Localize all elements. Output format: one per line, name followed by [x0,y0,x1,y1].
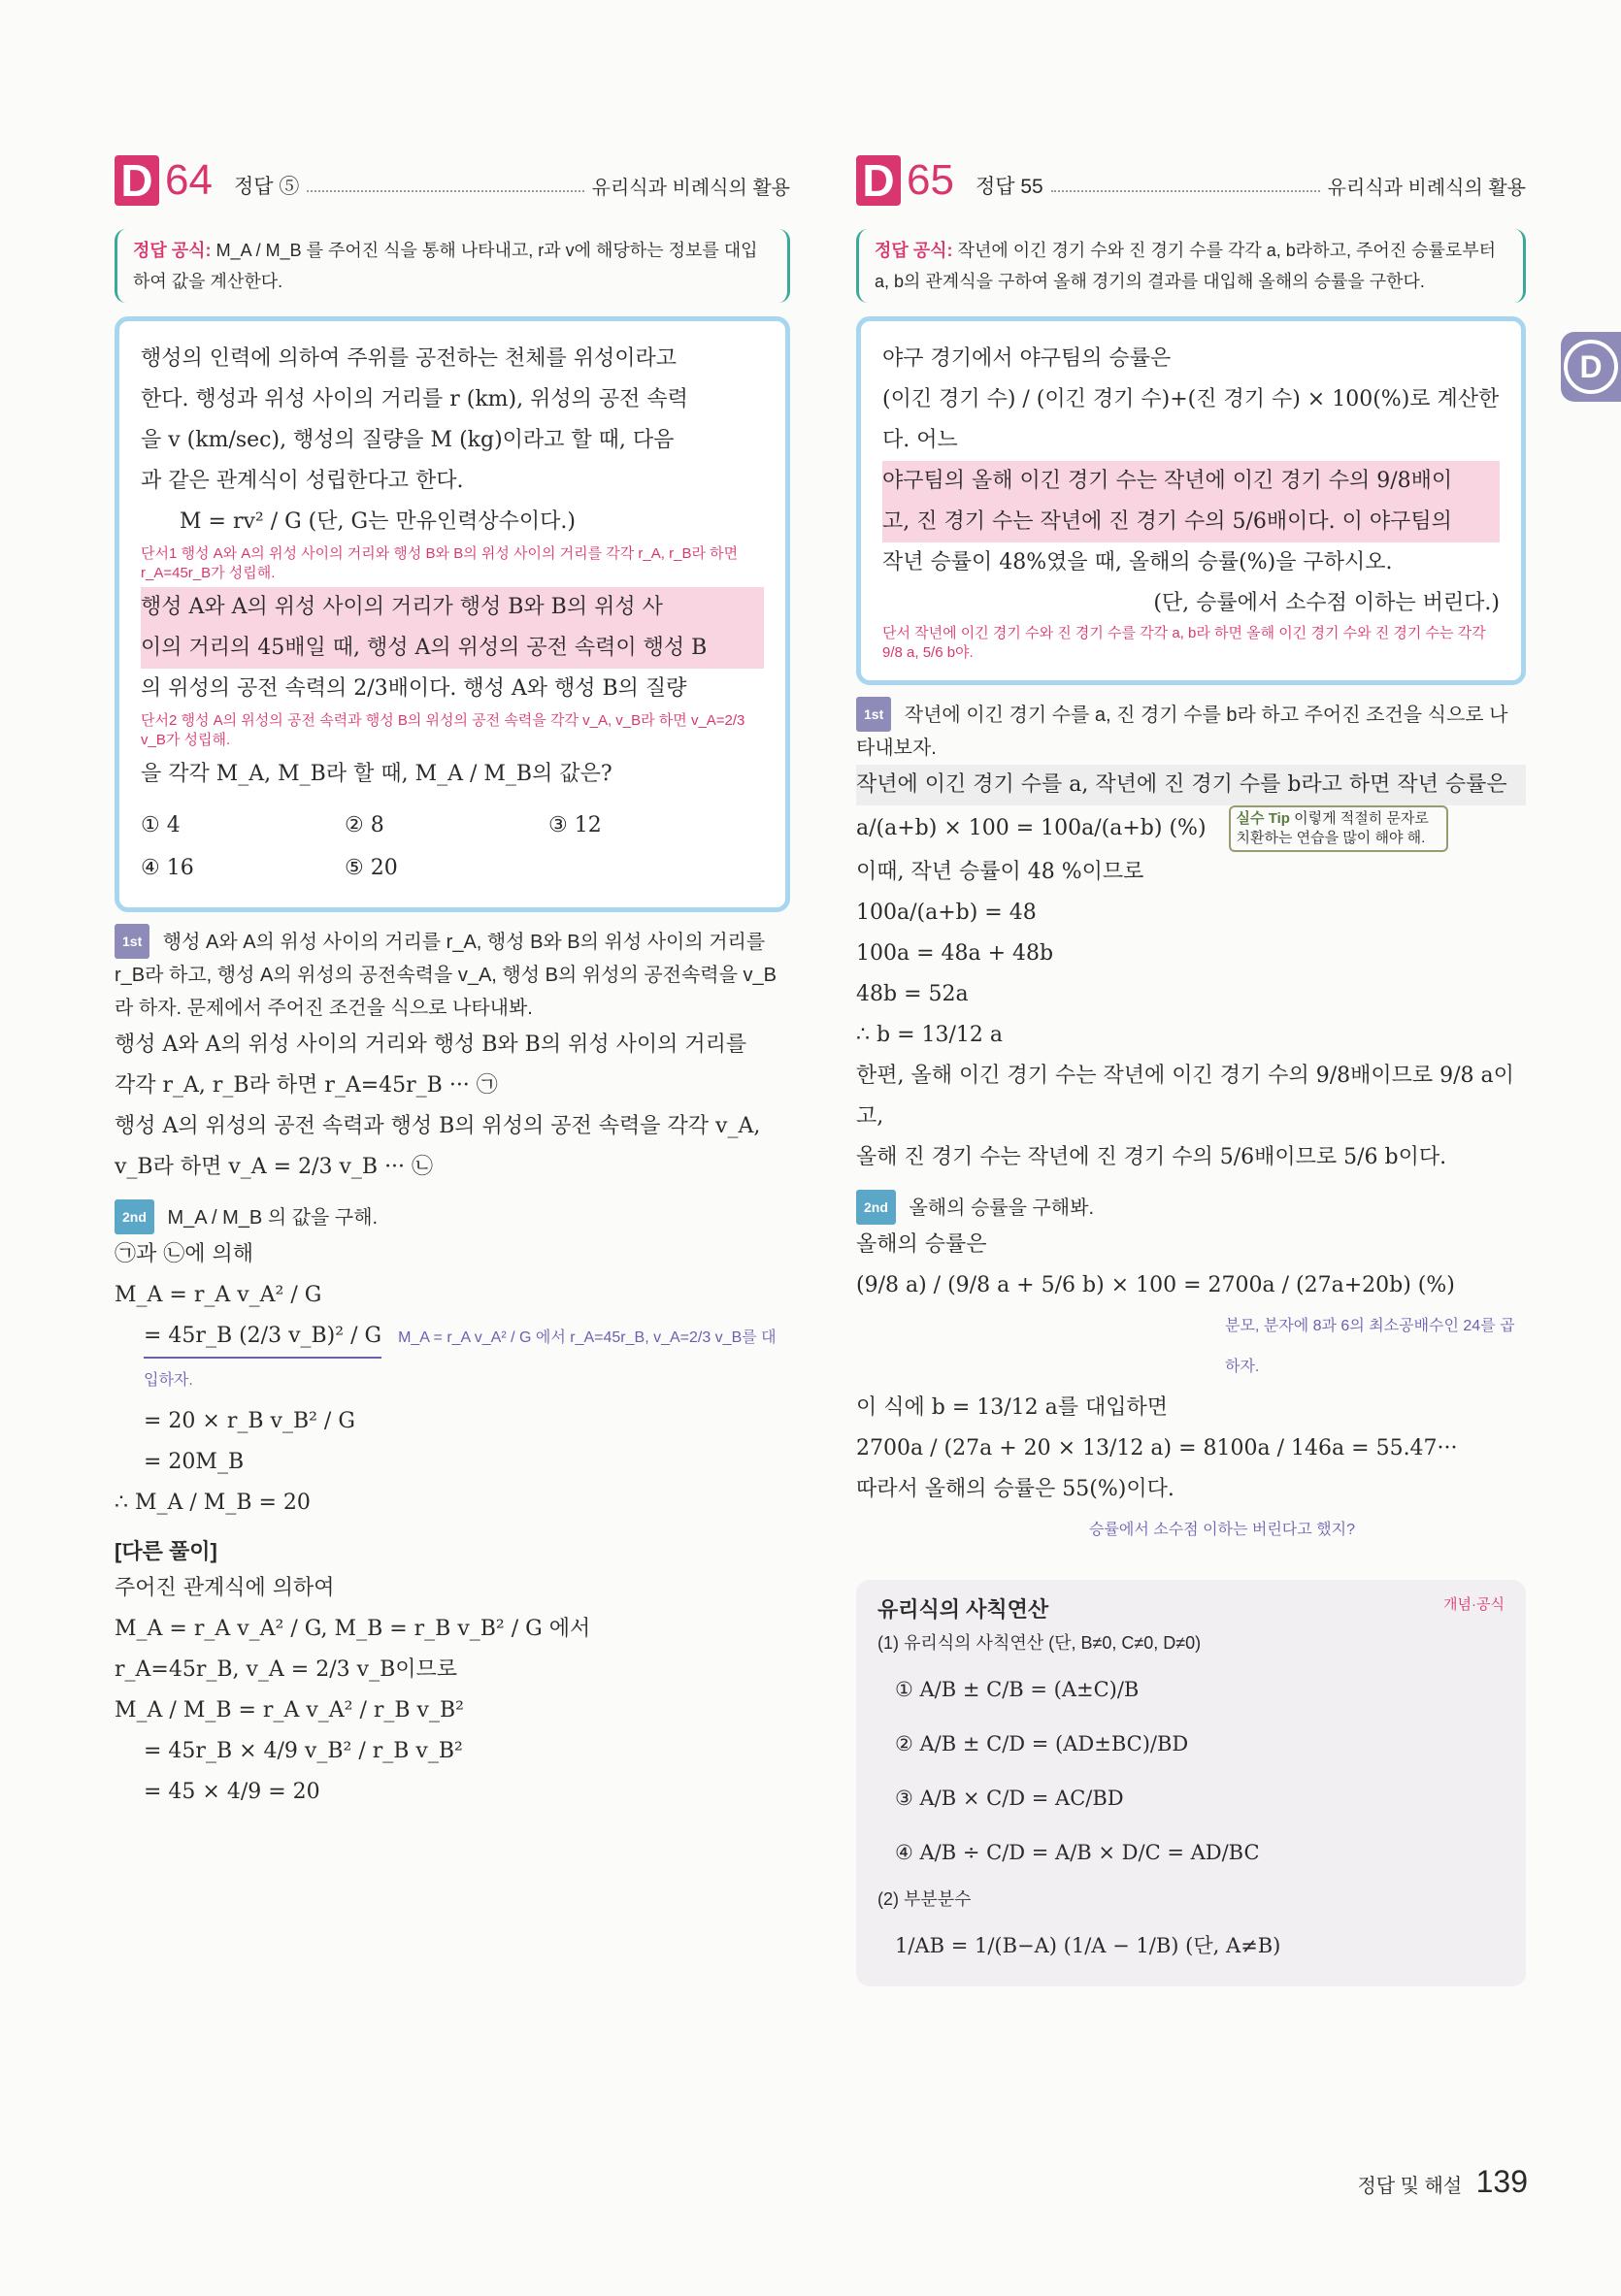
step-text: M_A / M_B 의 값을 구해. [167,1207,379,1229]
step-text: 작년에 이긴 경기 수를 a, 진 경기 수를 b라 하고 주어진 조건을 식으로 나타내보자. [856,705,1508,759]
solution-part-2 [115,1234,790,1524]
question-line: (이긴 경기 수) / (이긴 경기 수)+(진 경기 수) × 100(%)로 계산한다. 어느 [882,387,1500,452]
side-tab-letter: D [1564,340,1618,394]
formula-box [856,229,1526,303]
substitution-note: M_A = r_A v_A² / G 에서 r_A=45r_B, v_A=2/3 v_B를 대입하자. [144,1329,777,1389]
solution-line: = 20M_B [144,1450,245,1474]
solution-line: 48b = 52a [856,982,969,1006]
question-line: 작년 승률이 48%였을 때, 올해의 승률(%)을 구하시오. [882,550,1393,574]
solution-line: r_A=45r_B, v_A = 2/3 v_B이므로 [115,1657,457,1682]
solution-line: = 45r_B × 4/9 v_B² / r_B v_B² [144,1739,463,1763]
step-1 [856,697,1526,765]
problem-header [856,146,1526,206]
footer-text: 정답 및 해설 [1357,2176,1463,2197]
solution-line: ∴ b = 13/12 a [856,1023,1004,1047]
solution-line: 100a/(a+b) = 48 [856,901,1037,925]
question-line: 을 v (km/sec), 행성의 질량을 M (kg)이라고 할 때, 다음 [141,428,675,452]
step-badge: 1st [115,924,149,959]
solution-line [856,805,1526,852]
solution-part-2 [856,1225,1526,1551]
alt-solution [115,1568,790,1813]
formula-text: 작년에 이긴 경기 수와 진 경기 수를 각각 a, b라하고, 주어진 승률로부터 a, b의 관계식을 구하여 올해 경기의 결과를 대입해 올해의 승률을 구한다. [875,241,1497,291]
choice-1[interactable]: ① 4 [141,813,181,837]
step-text: 올해의 승률을 구해봐. [909,1197,1095,1219]
solution-line: v_B라 하면 v_A = 2/3 v_B ··· ㉡ [115,1155,434,1179]
question-box [115,316,790,912]
tip-badge: 실수 Tip [1236,810,1290,827]
section-tag: D [856,155,901,206]
step-2 [115,1199,790,1234]
solution-line: 행성 A와 A의 위성 사이의 거리와 행성 B와 B의 위성 사이의 거리를 [115,1033,747,1057]
solution-line: 올해 진 경기 수는 작년에 진 경기 수의 5/6배이므로 5/6 b이다. [856,1145,1447,1169]
choice-2[interactable]: ② 8 [345,813,384,837]
question-line: 의 위성의 공전 속력의 2/3배이다. 행성 A와 행성 B의 질량 [141,676,687,701]
question-line: 행성의 인력에 의하여 주위를 공전하는 천체를 위성이라고 [141,346,678,371]
formula-label: 정답 공식: [875,241,953,260]
problem-header [115,146,790,206]
solution-line: M_A / M_B = r_A v_A² / r_B v_B² [115,1698,464,1722]
step-1 [115,924,790,1025]
formula-text: M_A / M_B 를 주어진 식을 통해 나타내고, r과 v에 해당하는 정보를 대입하여 값을 계산한다. [133,241,758,291]
solution-line: 이 식에 b = 13/12 a를 대입하면 [856,1395,1169,1420]
solution-line: 한편, 올해 이긴 경기 수는 작년에 이긴 경기 수의 9/8배이므로 9/8 a이고, [856,1064,1514,1129]
solution-line: 작년에 이긴 경기 수를 a, 작년에 진 경기 수를 b라고 하면 작년 승률은 [856,765,1526,805]
solution-expression: a/(a+b) × 100 = 100a/(a+b) (%) [856,816,1207,840]
step-2 [856,1190,1526,1225]
solution-line: 따라서 올해의 승률은 55(%)이다. [856,1477,1174,1501]
solution-line: 올해의 승률은 [856,1232,987,1257]
concept-line: (1) 유리식의 사칙연산 (단, B≠0, C≠0, D≠0) [877,1633,1202,1653]
concept-line: ① A/B ± C/B = (A±C)/B [895,1678,1140,1701]
choice-4[interactable]: ④ 16 [141,856,194,880]
section-tag: D [115,155,159,206]
concept-line: ② A/B ± C/D = (AD±BC)/BD [895,1732,1189,1755]
concept-line: 1/AB = 1/(B−A) (1/A − 1/B) (단, A≠B) [895,1934,1281,1957]
page-number: 139 [1475,2164,1528,2199]
question-formula: M = rv² / G (단, G는 만유인력상수이다.) [180,509,576,534]
solution-line: = 45 × 4/9 = 20 [144,1780,320,1804]
question-line: 야구 경기에서 야구팀의 승률은 [882,346,1172,371]
answer-label: 정답 ⑤ [233,176,300,198]
concept-box-header [877,1593,1505,1624]
solution-expression: = 45r_B (2/3 v_B)² / G [144,1316,381,1359]
left-column [115,146,790,1813]
choice-3[interactable]: ③ 12 [548,813,602,837]
solution-line: M_A = r_A v_A² / G [115,1283,322,1307]
question-line: 한다. 행성과 위성 사이의 거리를 r (km), 위성의 공전 속력 [141,387,688,411]
concept-box-title: 유리식의 사칙연산 [877,1597,1049,1622]
question-line: 과 같은 관계식이 성립한다고 한다. [141,469,464,493]
solution-line: (9/8 a) / (9/8 a + 5/6 b) × 100 = 2700a / (27a+20b) (%) [856,1273,1455,1297]
solution-line [115,1316,790,1401]
solution-part-1 [115,1025,790,1188]
concept-line: (2) 부분분수 [877,1889,972,1909]
dot-leader [1051,190,1320,192]
step-badge: 2nd [856,1190,896,1225]
dot-leader [307,190,583,192]
lcm-note: 분모, 분자에 8과 6의 최소공배수인 24를 곱하자. [1225,1318,1515,1375]
solution-line: ∴ M_A / M_B = 20 [115,1491,311,1515]
question-line: 야구팀의 올해 이긴 경기 수는 작년에 이긴 경기 수의 9/8배이 [882,461,1500,502]
choice-5-selected[interactable]: ⑤ 20 [345,856,398,880]
question-line: (단, 승률에서 소수점 이하는 버린다.) [1153,591,1500,615]
solution-line: = 20 × r_B v_B² / G [144,1409,355,1433]
topic-label: 유리식과 비례식의 활용 [591,178,790,199]
concept-box [856,1580,1526,1986]
solution-line: 각각 r_A, r_B라 하면 r_A=45r_B ··· ㉠ [115,1073,498,1098]
formula-box [115,229,790,303]
step-badge: 1st [856,697,891,732]
solution-line: 2700a / (27a + 20 × 13/12 a) = 8100a / 146a = 55.47··· [856,1436,1458,1460]
alt-solution-title: [다른 풀이] [115,1539,217,1563]
hint-1: 단서1 행성 A와 A의 위성 사이의 거리와 행성 B와 B의 위성 사이의 거리를 각각 r_A, r_B라 하면 r_A=45r_B가 성립해. [141,545,739,581]
section-side-tab [1561,332,1621,402]
step-badge: 2nd [115,1199,154,1234]
right-column [856,146,1526,1986]
concept-line: ③ A/B × C/D = AC/BD [895,1787,1124,1810]
solution-line: ㉠과 ㉡에 의해 [115,1242,253,1266]
step-text: 행성 A와 A의 위성 사이의 거리를 r_A, 행성 B와 B의 위성 사이의 거리를 r_B라 하고, 행성 A의 위성의 공전속력을 v_A, 행성 B의 위성의 공전속력을 v_B라 하자. 문제에서 주어진 조건을 식으로 나타내봐. [115,932,777,1019]
problem-number: 65 [907,156,954,204]
question-line: 고, 진 경기 수는 작년에 진 경기 수의 5/6배이다. 이 야구팀의 [882,502,1500,542]
solution-line: 이때, 작년 승률이 48 %이므로 [856,860,1144,884]
hint-2: 단서2 행성 A의 위성의 공전 속력과 행성 B의 위성의 공전 속력을 각각 v_A, v_B라 하면 v_A=2/3 v_B가 성립해. [141,712,745,748]
choices [141,804,764,890]
solution-part-1 [856,765,1526,1178]
concept-line: ④ A/B ÷ C/D = A/B × D/C = AD/BC [895,1841,1260,1864]
rounding-note: 승률에서 소수점 이하는 버린다고 했지? [1089,1522,1355,1538]
question-line: 이의 거리의 45배일 때, 행성 A의 위성의 공전 속력이 행성 B [141,628,764,669]
question-line: 행성 A와 A의 위성 사이의 거리가 행성 B와 B의 위성 사 [141,587,764,628]
answer-label: 정답 55 [975,176,1043,198]
tip-text: 이렇게 적절히 문자로 치환하는 연습을 많이 해야 해. [1236,810,1429,846]
formula-label: 정답 공식: [133,241,212,260]
problem-number: 64 [165,156,213,204]
solution-line: 행성 A의 위성의 공전 속력과 행성 B의 위성의 공전 속력을 각각 v_A, [115,1114,761,1138]
question-box [856,316,1526,685]
topic-label: 유리식과 비례식의 활용 [1327,178,1526,199]
concept-box-tag: 개념·공식 [1443,1596,1505,1613]
question-line: 을 각각 M_A, M_B라 할 때, M_A / M_B의 값은? [141,762,612,786]
solution-line: 주어진 관계식에 의하여 [115,1576,335,1600]
solution-line: M_A = r_A v_A² / G, M_B = r_B v_B² / G 에서 [115,1617,591,1641]
page-footer [1357,2164,1528,2200]
hint: 단서 작년에 이긴 경기 수와 진 경기 수를 각각 a, b라 하면 올해 이긴 경기 수와 진 경기 수는 각각 9/8 a, 5/6 b야. [882,625,1486,661]
mistake-tip [1229,805,1448,852]
solution-line: 100a = 48a + 48b [856,941,1054,966]
